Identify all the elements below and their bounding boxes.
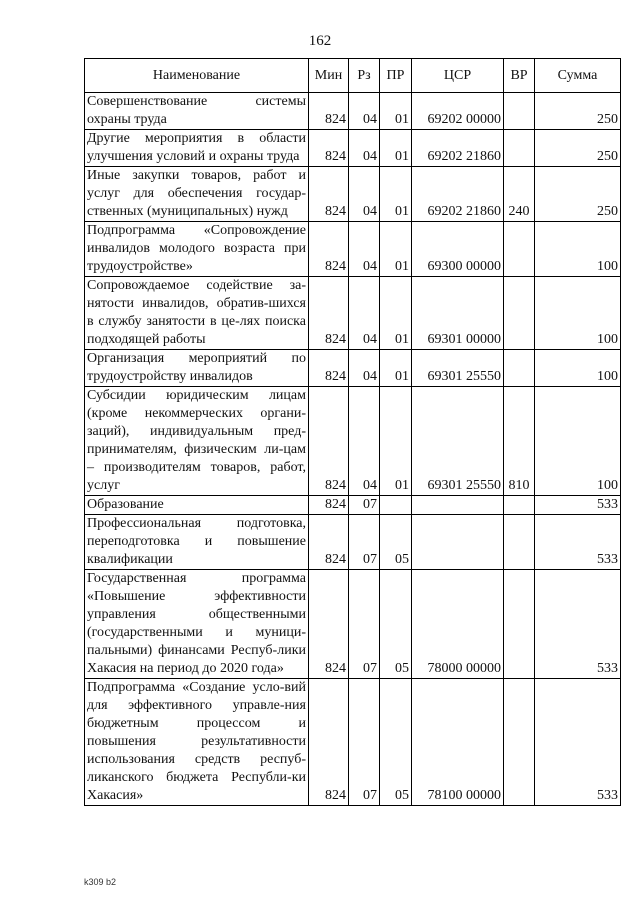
cell-sum: 100 (535, 350, 621, 387)
budget-table (84, 58, 621, 806)
cell-vr (504, 496, 535, 515)
cell-rz: 07 (349, 496, 380, 515)
cell-min: 824 (309, 167, 349, 222)
cell-vr (504, 222, 535, 277)
cell-min: 824 (309, 222, 349, 277)
table-header-row (85, 59, 621, 93)
table-row (85, 515, 621, 570)
cell-vr: 240 (504, 167, 535, 222)
cell-sum: 250 (535, 93, 621, 130)
cell-min: 824 (309, 350, 349, 387)
cell-csr: 69301 25550 (412, 387, 504, 496)
header-min: Мин (309, 59, 349, 93)
cell-vr (504, 277, 535, 350)
header-sum: Сумма (535, 59, 621, 93)
cell-rz: 04 (349, 167, 380, 222)
cell-min: 824 (309, 387, 349, 496)
cell-csr (412, 496, 504, 515)
table-row (85, 167, 621, 222)
header-vr: ВР (504, 59, 535, 93)
page-number: 162 (308, 33, 332, 49)
cell-pr: 05 (380, 570, 412, 679)
cell-pr (380, 496, 412, 515)
table-row (85, 387, 621, 496)
cell-rz: 04 (349, 387, 380, 496)
table-row (85, 570, 621, 679)
cell-name: Другие мероприятия в области улучшения условий и охраны труда (85, 130, 309, 167)
cell-min: 824 (309, 93, 349, 130)
cell-sum: 533 (535, 515, 621, 570)
cell-vr (504, 679, 535, 806)
cell-pr: 01 (380, 387, 412, 496)
cell-min: 824 (309, 679, 349, 806)
cell-name: Государственная программа «Повышение эффективности управления общественными (государственными и муници-пальными) финансами Респуб-лики Хакасия на период до 2020 года» (85, 570, 309, 679)
cell-min: 824 (309, 130, 349, 167)
cell-name: Субсидии юридическим лицам (кроме некоммерческих органи-заций), индивидуальным пред-принимателям, физическим ли-цам – производителям товаров, работ, услуг (85, 387, 309, 496)
cell-name: Сопровождаемое содействие за-нятости инвалидов, обратив-шихся в службу занятости в це-лях поиска подходящей работы (85, 277, 309, 350)
table-row (85, 130, 621, 167)
cell-min: 824 (309, 515, 349, 570)
cell-sum: 100 (535, 387, 621, 496)
cell-sum: 250 (535, 167, 621, 222)
cell-vr (504, 350, 535, 387)
cell-vr (504, 93, 535, 130)
cell-rz: 04 (349, 277, 380, 350)
cell-csr: 69301 00000 (412, 277, 504, 350)
footer-code: k309 b2 (84, 877, 117, 887)
cell-rz: 04 (349, 222, 380, 277)
cell-name: Иные закупки товаров, работ и услуг для обеспечения государ-ственных (муниципальных) нужд (85, 167, 309, 222)
cell-rz: 04 (349, 93, 380, 130)
cell-pr: 01 (380, 350, 412, 387)
cell-name: Подпрограмма «Сопровождение инвалидов молодого возраста при трудоустройстве» (85, 222, 309, 277)
table-row (85, 93, 621, 130)
cell-vr: 810 (504, 387, 535, 496)
cell-name: Совершенствование системы охраны труда (85, 93, 309, 130)
table-row (85, 222, 621, 277)
cell-rz: 04 (349, 350, 380, 387)
table-row (85, 679, 621, 806)
table-row (85, 496, 621, 515)
cell-pr: 01 (380, 222, 412, 277)
cell-csr (412, 515, 504, 570)
cell-vr (504, 130, 535, 167)
cell-rz: 07 (349, 679, 380, 806)
cell-pr: 01 (380, 93, 412, 130)
cell-min: 824 (309, 277, 349, 350)
cell-sum: 100 (535, 222, 621, 277)
cell-csr: 69300 00000 (412, 222, 504, 277)
cell-csr: 69202 21860 (412, 130, 504, 167)
cell-sum: 533 (535, 496, 621, 515)
cell-sum: 533 (535, 679, 621, 806)
cell-csr: 78000 00000 (412, 570, 504, 679)
cell-pr: 05 (380, 679, 412, 806)
cell-csr: 69202 00000 (412, 93, 504, 130)
cell-rz: 07 (349, 570, 380, 679)
cell-rz: 04 (349, 130, 380, 167)
cell-csr: 69202 21860 (412, 167, 504, 222)
table-row (85, 277, 621, 350)
cell-sum: 100 (535, 277, 621, 350)
cell-pr: 05 (380, 515, 412, 570)
header-rz: Рз (349, 59, 380, 93)
cell-vr (504, 570, 535, 679)
cell-name: Образование (85, 496, 309, 515)
cell-name: Организация мероприятий по трудоустройству инвалидов (85, 350, 309, 387)
cell-min: 824 (309, 570, 349, 679)
cell-name: Подпрограмма «Создание усло-вий для эффективного управле-ния бюджетным процессом и повышения результативности использования средств респуб-ликанского бюджета Республи-ки Хакасия» (85, 679, 309, 806)
cell-csr: 78100 00000 (412, 679, 504, 806)
cell-pr: 01 (380, 167, 412, 222)
table-body (85, 93, 621, 806)
header-pr: ПР (380, 59, 412, 93)
cell-name: Профессиональная подготовка, переподготовка и повышение квалификации (85, 515, 309, 570)
cell-vr (504, 515, 535, 570)
cell-csr: 69301 25550 (412, 350, 504, 387)
cell-pr: 01 (380, 277, 412, 350)
cell-pr: 01 (380, 130, 412, 167)
header-csr: ЦСР (412, 59, 504, 93)
cell-rz: 07 (349, 515, 380, 570)
table-row (85, 350, 621, 387)
cell-sum: 533 (535, 570, 621, 679)
cell-min: 824 (309, 496, 349, 515)
header-name: Наименование (85, 59, 309, 93)
cell-sum: 250 (535, 130, 621, 167)
